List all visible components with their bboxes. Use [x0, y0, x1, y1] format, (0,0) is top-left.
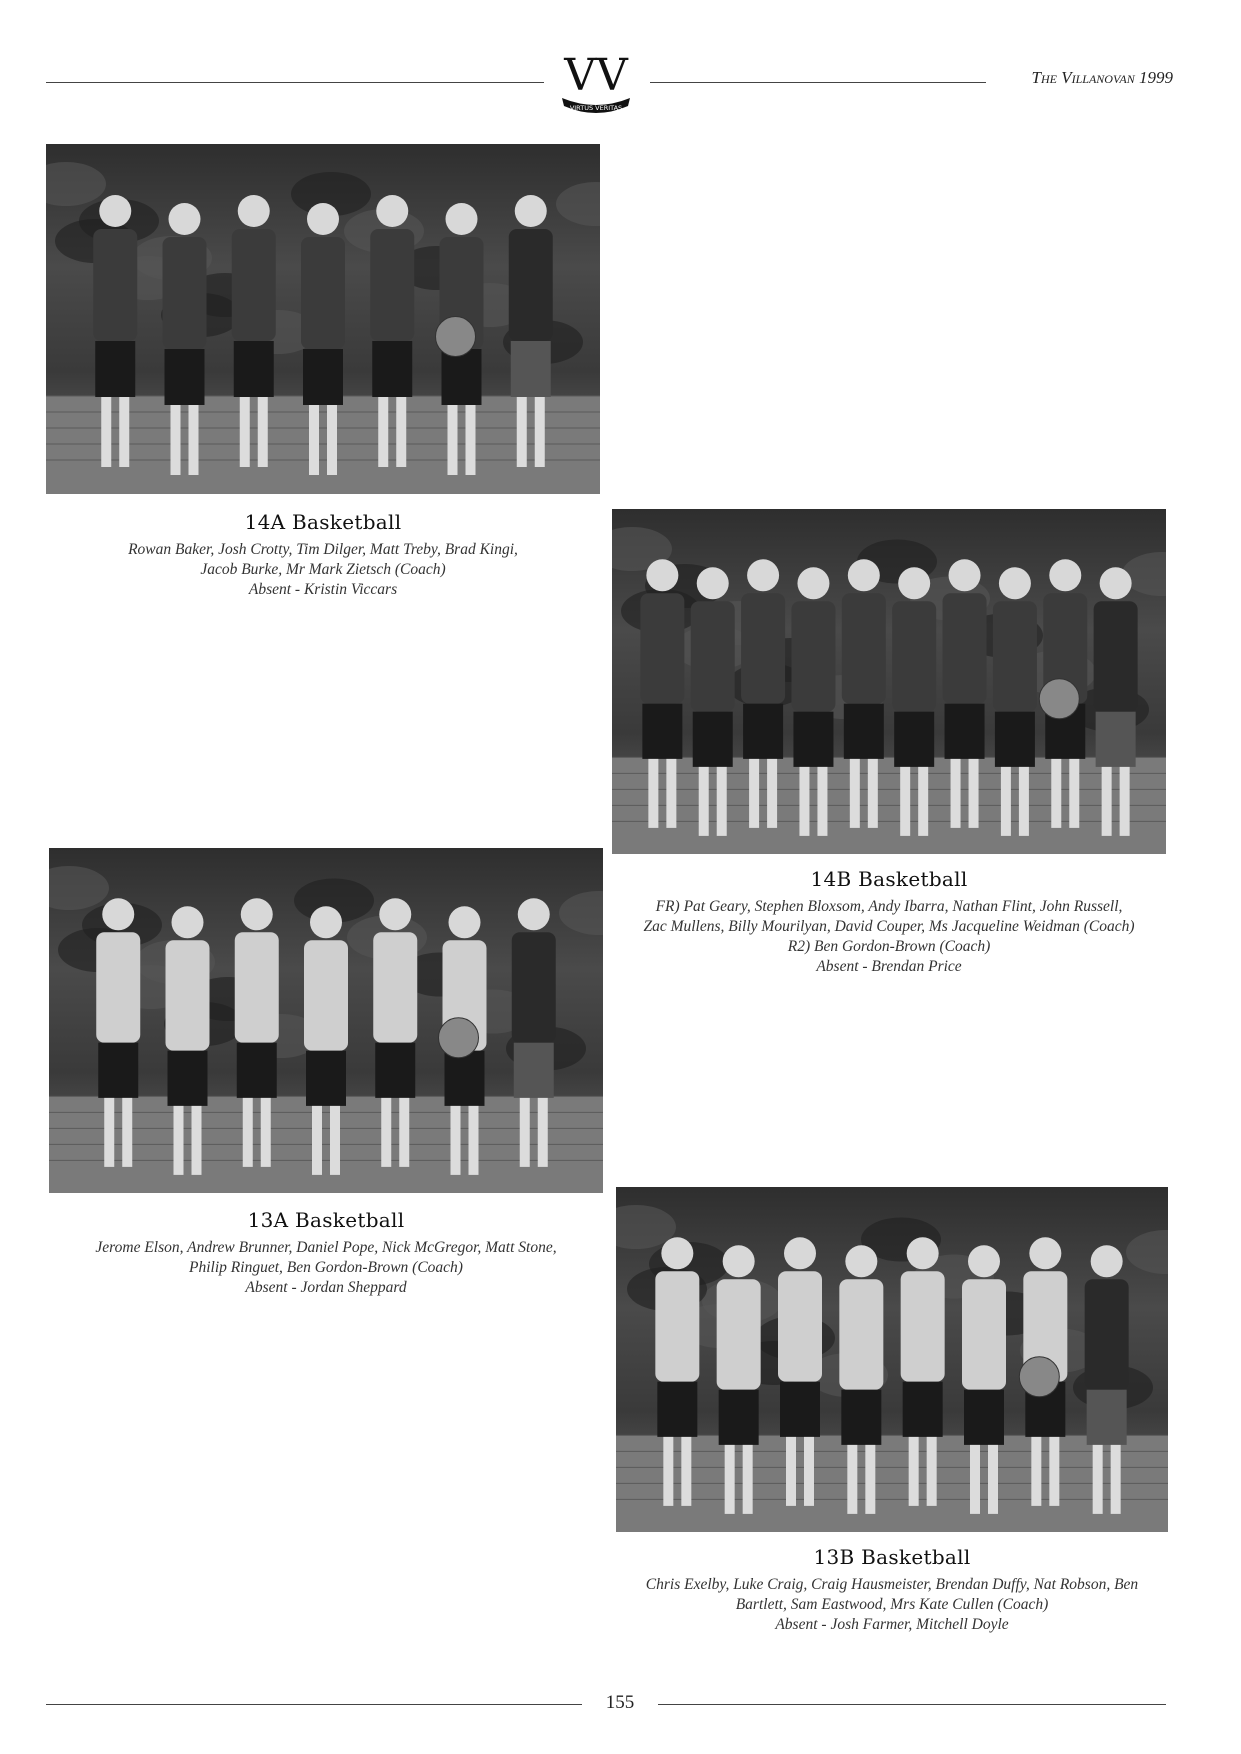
caption-13a: [49, 1208, 603, 1298]
team-photo-14b: [612, 509, 1166, 854]
crest-letters: VV: [564, 50, 628, 101]
team-photo-14a: [46, 144, 600, 494]
header-rule-right: [650, 82, 986, 83]
team-photo-13b: [616, 1187, 1168, 1532]
caption-line: Rowan Baker, Josh Crotty, Tim Dilger, Matt Treby, Brad Kingi,: [128, 541, 518, 558]
caption-line: Bartlett, Sam Eastwood, Mrs Kate Cullen (Coach): [735, 1596, 1049, 1613]
basketball: [1019, 1357, 1059, 1397]
crest-motto: VIRTUS VERITAS: [569, 104, 623, 112]
caption-line: R2) Ben Gordon-Brown (Coach): [787, 938, 991, 955]
caption-line: Jacob Burke, Mr Mark Zietsch (Coach): [200, 561, 446, 578]
page-number: 155: [605, 1692, 635, 1713]
caption-line: Chris Exelby, Luke Craig, Craig Hausmeister, Brendan Duffy, Nat Robson, Ben: [645, 1576, 1139, 1593]
caption-line: FR) Pat Geary, Stephen Bloxsom, Andy Ibarra, Nathan Flint, John Russell,: [655, 898, 1123, 915]
caption-line: Absent - Kristin Viccars: [248, 581, 398, 598]
caption-13b: [616, 1545, 1168, 1635]
caption-line: Zac Mullens, Billy Mourilyan, David Couper, Ms Jacqueline Weidman (Coach): [643, 918, 1135, 935]
team-title: 14B Basketball: [810, 867, 968, 891]
caption-14a: [46, 510, 600, 600]
school-crest: [548, 50, 644, 116]
basketball: [1039, 679, 1079, 719]
caption-line: Absent - Brendan Price: [816, 958, 962, 975]
footer-rule-left: [46, 1704, 582, 1705]
basketball: [439, 1018, 479, 1058]
caption-line: Absent - Jordan Sheppard: [245, 1279, 407, 1296]
basketball: [436, 317, 476, 357]
team-title: 13A Basketball: [247, 1208, 405, 1232]
team-title: 13B Basketball: [813, 1545, 971, 1569]
header-rule-left: [46, 82, 544, 83]
caption-14b: [612, 867, 1166, 977]
team-title: 14A Basketball: [244, 510, 402, 534]
team-photo-13a: [49, 848, 603, 1193]
footer-rule-right: [658, 1704, 1166, 1705]
caption-line: Absent - Josh Farmer, Mitchell Doyle: [775, 1616, 1009, 1633]
caption-line: Jerome Elson, Andrew Brunner, Daniel Pope, Nick McGregor, Matt Stone,: [95, 1239, 557, 1256]
caption-line: Philip Ringuet, Ben Gordon-Brown (Coach): [189, 1259, 463, 1276]
running-title: The Villanovan 1999: [1031, 68, 1173, 87]
